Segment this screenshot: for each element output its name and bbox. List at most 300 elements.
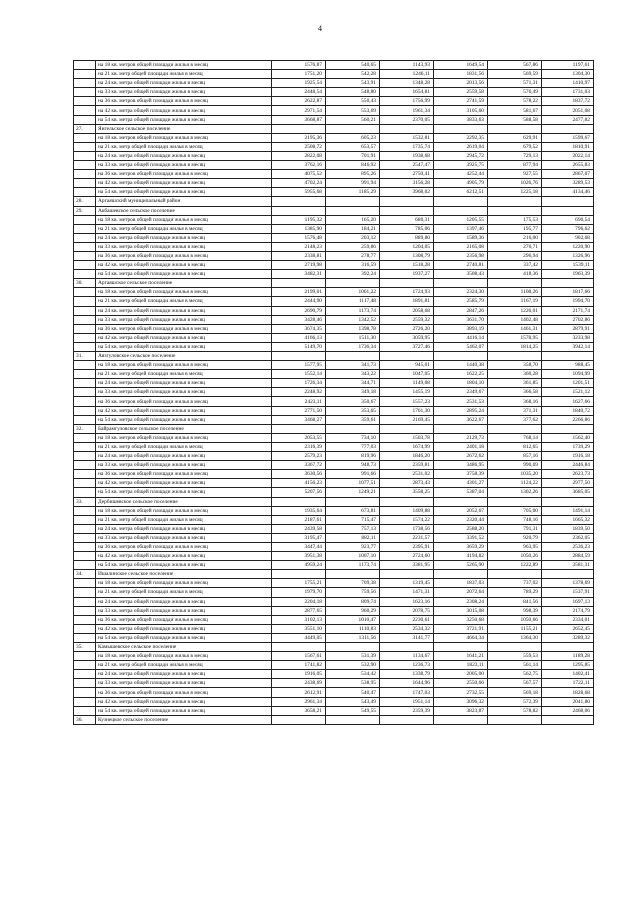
value-cell: 3096,32 bbox=[434, 697, 488, 706]
value-cell: 2316,39 bbox=[272, 442, 326, 451]
value-cell: 2320,44 bbox=[434, 515, 488, 524]
section-title: Аргаяшское сельское поселение bbox=[96, 279, 272, 288]
value-cell: 4166,13 bbox=[272, 333, 326, 342]
value-cell: 1938,68 bbox=[380, 151, 434, 160]
value-cell: 2165,08 bbox=[434, 242, 488, 251]
value-cell: 1077,51 bbox=[326, 479, 380, 488]
value-cell: 768,14 bbox=[488, 433, 542, 442]
empty-cell bbox=[434, 497, 488, 506]
value-cell: 927,55 bbox=[488, 170, 542, 179]
index-cell bbox=[74, 533, 96, 542]
value-cell: 1756,99 bbox=[380, 97, 434, 106]
empty-cell bbox=[542, 570, 594, 579]
value-cell: 175,53 bbox=[488, 215, 542, 224]
table-row bbox=[74, 688, 594, 697]
value-cell: 1047,05 bbox=[380, 370, 434, 379]
empty-cell bbox=[272, 424, 326, 433]
value-cell: 1837,72 bbox=[542, 97, 594, 106]
value-cell: 796,62 bbox=[542, 224, 594, 233]
table-row bbox=[74, 297, 594, 306]
empty-cell bbox=[488, 124, 542, 133]
index-cell bbox=[74, 415, 96, 424]
value-cell: 1385,90 bbox=[272, 224, 326, 233]
row-label: на 24 кв. метра общей площади жилья в месяц bbox=[96, 452, 272, 461]
value-cell: 1539,11 bbox=[542, 261, 594, 270]
table-row bbox=[74, 170, 594, 179]
value-cell: 3658,21 bbox=[272, 706, 326, 715]
value-cell: 789,29 bbox=[488, 588, 542, 597]
table-row bbox=[74, 706, 594, 715]
value-cell: 4156,23 bbox=[272, 479, 326, 488]
value-cell: 2041,80 bbox=[542, 697, 594, 706]
value-cell: 960,29 bbox=[326, 606, 380, 615]
value-cell: 2971,54 bbox=[272, 106, 326, 115]
index-cell bbox=[74, 142, 96, 151]
empty-cell bbox=[542, 643, 594, 652]
value-cell: 629,91 bbox=[488, 133, 542, 142]
table-row bbox=[74, 615, 594, 624]
value-cell: 3893,19 bbox=[434, 324, 488, 333]
value-cell: 2895,24 bbox=[434, 406, 488, 415]
value-cell: 4664,34 bbox=[434, 633, 488, 642]
value-cell: 1537,91 bbox=[542, 588, 594, 597]
value-cell: 1937,27 bbox=[380, 270, 434, 279]
value-cell: 3141,77 bbox=[380, 633, 434, 642]
row-label: на 21 кв. метр общей площади жилья в месяц bbox=[96, 661, 272, 670]
value-cell: 1302,26 bbox=[488, 488, 542, 497]
value-cell: 1010,47 bbox=[326, 615, 380, 624]
table-row bbox=[74, 561, 594, 570]
row-label: на 18 кв. метров общей площади жилья в месяц bbox=[96, 579, 272, 588]
value-cell: 2536,23 bbox=[542, 542, 594, 551]
value-cell: 963,95 bbox=[488, 542, 542, 551]
value-cell: 2877,65 bbox=[272, 606, 326, 615]
value-cell: 841,56 bbox=[488, 597, 542, 606]
table-row bbox=[74, 224, 594, 233]
value-cell: 1654,81 bbox=[380, 88, 434, 97]
section-row bbox=[74, 279, 594, 288]
value-cell: 353,65 bbox=[326, 406, 380, 415]
value-cell: 1726,34 bbox=[272, 379, 326, 388]
value-cell: 1338,79 bbox=[380, 670, 434, 679]
value-cell: 3156,28 bbox=[380, 179, 434, 188]
value-cell: 1173,74 bbox=[326, 306, 380, 315]
value-cell: 1471,31 bbox=[380, 588, 434, 597]
row-label: на 18 кв. метров общей площади жилья в месяц bbox=[96, 61, 272, 70]
empty-cell bbox=[272, 124, 326, 133]
row-label: на 36 кв. метров общей площади жилья в месяц bbox=[96, 324, 272, 333]
value-cell: 1222,89 bbox=[488, 561, 542, 570]
value-cell: 5955,68 bbox=[272, 188, 326, 197]
value-cell: 1205,55 bbox=[434, 215, 488, 224]
empty-cell bbox=[380, 206, 434, 215]
index-cell bbox=[74, 188, 96, 197]
empty-cell bbox=[272, 497, 326, 506]
value-cell: 2588,20 bbox=[434, 524, 488, 533]
section-title: Кузнецкое сельское поселение bbox=[96, 715, 272, 724]
index-cell bbox=[74, 224, 96, 233]
value-cell: 2334,01 bbox=[542, 615, 594, 624]
value-cell: 1925,54 bbox=[272, 79, 326, 88]
index-cell bbox=[74, 506, 96, 515]
table-row bbox=[74, 515, 594, 524]
value-cell: 2612,91 bbox=[272, 688, 326, 697]
value-cell: 3951,38 bbox=[272, 552, 326, 561]
value-cell: 2559,32 bbox=[380, 315, 434, 324]
empty-cell bbox=[380, 352, 434, 361]
index-cell bbox=[74, 115, 96, 124]
value-cell: 571,31 bbox=[488, 79, 542, 88]
empty-cell bbox=[434, 643, 488, 652]
empty-cell bbox=[380, 715, 434, 724]
value-cell: 3105,60 bbox=[434, 106, 488, 115]
value-cell: 1246,11 bbox=[380, 70, 434, 79]
index-cell bbox=[74, 297, 96, 306]
value-cell: 988,45 bbox=[542, 361, 594, 370]
table-row bbox=[74, 370, 594, 379]
value-cell: 4075,52 bbox=[272, 170, 326, 179]
value-cell: 2719,98 bbox=[272, 261, 326, 270]
index-cell bbox=[74, 624, 96, 633]
value-cell: 2338,81 bbox=[272, 251, 326, 260]
value-cell: 361,85 bbox=[488, 379, 542, 388]
row-label: на 33 кв. метра общей площади жилья в месяц bbox=[96, 606, 272, 615]
value-cell: 3015,08 bbox=[434, 606, 488, 615]
index-cell bbox=[74, 370, 96, 379]
value-cell: 709,38 bbox=[326, 579, 380, 588]
value-cell: 2395,91 bbox=[380, 542, 434, 551]
value-cell: 1402,41 bbox=[542, 670, 594, 679]
value-cell: 377,62 bbox=[488, 415, 542, 424]
value-cell: 588,58 bbox=[488, 115, 542, 124]
empty-cell bbox=[326, 124, 380, 133]
value-cell: 4301,27 bbox=[434, 479, 488, 488]
value-cell: 1342,52 bbox=[326, 315, 380, 324]
empty-cell bbox=[326, 206, 380, 215]
value-cell: 653,57 bbox=[326, 142, 380, 151]
index-cell bbox=[74, 606, 96, 615]
table-row bbox=[74, 379, 594, 388]
value-cell: 2655,83 bbox=[542, 161, 594, 170]
value-cell: 1108,26 bbox=[488, 288, 542, 297]
table-row bbox=[74, 61, 594, 70]
value-cell: 1724,93 bbox=[380, 288, 434, 297]
value-cell: 3551,10 bbox=[272, 624, 326, 633]
value-cell: 1348,28 bbox=[380, 79, 434, 88]
value-cell: 680,31 bbox=[380, 215, 434, 224]
value-cell: 3102,13 bbox=[272, 615, 326, 624]
value-cell: 748,16 bbox=[488, 515, 542, 524]
value-cell: 366,58 bbox=[488, 388, 542, 397]
value-cell: 3762,16 bbox=[272, 161, 326, 170]
empty-cell bbox=[272, 715, 326, 724]
row-label: на 21 кв. метр общей площади жилья в месяц bbox=[96, 70, 272, 79]
value-cell: 759,56 bbox=[326, 588, 380, 597]
value-cell: 3631,70 bbox=[434, 315, 488, 324]
table-row bbox=[74, 524, 594, 533]
value-cell: 673,81 bbox=[326, 506, 380, 515]
row-label: на 21 кв. метр общей площади жилья в месяц bbox=[96, 442, 272, 451]
value-cell: 1173,74 bbox=[326, 561, 380, 570]
value-cell: 3059,95 bbox=[380, 333, 434, 342]
value-cell: 3468,27 bbox=[272, 415, 326, 424]
value-cell: 2622,87 bbox=[272, 97, 326, 106]
row-label: на 54 кв. метра общей площади жилья в месяц bbox=[96, 706, 272, 715]
row-label: на 33 кв. метра общей площади жилья в месяц bbox=[96, 388, 272, 397]
value-cell: 3428,46 bbox=[272, 315, 326, 324]
value-cell: 2652,45 bbox=[542, 624, 594, 633]
value-cell: 1378,69 bbox=[542, 579, 594, 588]
value-cell: 1007,10 bbox=[326, 552, 380, 561]
value-cell: 1410,97 bbox=[542, 79, 594, 88]
value-cell: 2690,79 bbox=[272, 306, 326, 315]
value-cell: 1577,95 bbox=[272, 361, 326, 370]
index-cell bbox=[74, 515, 96, 524]
row-label: на 21 кв. метр общей площади жилья в месяц bbox=[96, 142, 272, 151]
value-cell: 3630,56 bbox=[272, 470, 326, 479]
index-cell bbox=[74, 488, 96, 497]
row-label: на 33 кв. метра общей площади жилья в месяц bbox=[96, 88, 272, 97]
value-cell: 418,36 bbox=[488, 270, 542, 279]
value-cell: 278,77 bbox=[326, 251, 380, 260]
value-cell: 2623,73 bbox=[542, 470, 594, 479]
row-label: на 54 кв. метра общей площади жилья в месяц bbox=[96, 115, 272, 124]
value-cell: 1741,82 bbox=[272, 661, 326, 670]
value-cell: 359,61 bbox=[326, 415, 380, 424]
empty-cell bbox=[272, 643, 326, 652]
table-row bbox=[74, 188, 594, 197]
value-cell: 3659,29 bbox=[434, 542, 488, 551]
value-cell: 705,00 bbox=[488, 506, 542, 515]
row-label: на 21 кв. метр общей площади жилья в месяц bbox=[96, 297, 272, 306]
section-index: 29. bbox=[74, 206, 96, 215]
value-cell: 358,70 bbox=[488, 361, 542, 370]
index-cell bbox=[74, 479, 96, 488]
value-cell: 296,94 bbox=[488, 251, 542, 260]
index-cell bbox=[74, 461, 96, 470]
value-cell: 2362,05 bbox=[542, 533, 594, 542]
empty-cell bbox=[326, 197, 380, 206]
table-row bbox=[74, 452, 594, 461]
value-cell: 392,24 bbox=[326, 270, 380, 279]
value-cell: 2359,39 bbox=[380, 706, 434, 715]
empty-cell bbox=[272, 206, 326, 215]
value-cell: 2867,07 bbox=[542, 170, 594, 179]
index-cell bbox=[74, 242, 96, 251]
row-label: на 24 кв. метра общей площади жилья в месяц bbox=[96, 306, 272, 315]
value-cell: 2448,54 bbox=[272, 88, 326, 97]
index-cell bbox=[74, 679, 96, 688]
section-title: Байрамгуловское сельское поселение bbox=[96, 424, 272, 433]
empty-cell bbox=[380, 497, 434, 506]
value-cell: 1951,14 bbox=[380, 697, 434, 706]
value-cell: 1061,22 bbox=[326, 288, 380, 297]
value-cell: 2444,90 bbox=[272, 297, 326, 306]
value-cell: 560,21 bbox=[326, 115, 380, 124]
value-cell: 1961,34 bbox=[380, 106, 434, 115]
value-cell: 569,18 bbox=[488, 688, 542, 697]
value-cell: 4449,05 bbox=[272, 633, 326, 642]
value-cell: 734,10 bbox=[326, 433, 380, 442]
value-cell: 1220,90 bbox=[542, 242, 594, 251]
value-cell: 2468,06 bbox=[542, 706, 594, 715]
value-cell: 1094,99 bbox=[542, 370, 594, 379]
value-cell: 337,42 bbox=[488, 261, 542, 270]
value-cell: 1831,56 bbox=[434, 70, 488, 79]
value-cell: 3486,95 bbox=[434, 461, 488, 470]
index-cell bbox=[74, 233, 96, 242]
value-cell: 1304,30 bbox=[542, 70, 594, 79]
value-cell: 543,49 bbox=[326, 697, 380, 706]
value-cell: 368,16 bbox=[488, 397, 542, 406]
empty-cell bbox=[326, 424, 380, 433]
section-index: 28. bbox=[74, 197, 96, 206]
value-cell: 2559,58 bbox=[434, 88, 488, 97]
index-cell bbox=[74, 524, 96, 533]
value-cell: 1738,56 bbox=[380, 524, 434, 533]
value-cell: 2740,81 bbox=[434, 261, 488, 270]
index-cell bbox=[74, 615, 96, 624]
value-cell: 1398,78 bbox=[326, 324, 380, 333]
value-cell: 572,39 bbox=[488, 697, 542, 706]
value-cell: 1623,16 bbox=[380, 597, 434, 606]
row-label: на 36 кв. метров общей площади жилья в месяц bbox=[96, 542, 272, 551]
value-cell: 1110,83 bbox=[326, 624, 380, 633]
value-cell: 991,66 bbox=[326, 470, 380, 479]
empty-cell bbox=[542, 424, 594, 433]
value-cell: 1674,99 bbox=[380, 442, 434, 451]
value-cell: 1409,88 bbox=[380, 506, 434, 515]
index-cell bbox=[74, 288, 96, 297]
empty-cell bbox=[434, 352, 488, 361]
table-row bbox=[74, 470, 594, 479]
value-cell: 1828,68 bbox=[542, 688, 594, 697]
section-index: 30. bbox=[74, 279, 96, 288]
row-label: на 33 кв. метра общей площади жилья в месяц bbox=[96, 679, 272, 688]
value-cell: 2058,68 bbox=[380, 306, 434, 315]
value-cell: 1735,74 bbox=[380, 142, 434, 151]
value-cell: 534,42 bbox=[326, 670, 380, 679]
value-cell: 2702,86 bbox=[542, 315, 594, 324]
value-cell: 1511,30 bbox=[326, 333, 380, 342]
value-cell: 4194,82 bbox=[434, 552, 488, 561]
index-cell bbox=[74, 215, 96, 224]
value-cell: 1935,64 bbox=[272, 506, 326, 515]
value-cell: 203,12 bbox=[326, 233, 380, 242]
section-title: Акбашевское сельское поселение bbox=[96, 206, 272, 215]
table-row bbox=[74, 442, 594, 451]
index-cell bbox=[74, 179, 96, 188]
value-cell: 1722,11 bbox=[542, 679, 594, 688]
table-row bbox=[74, 270, 594, 279]
value-cell: 757,13 bbox=[326, 524, 380, 533]
section-title: Камышевское сельское поселение bbox=[96, 643, 272, 652]
value-cell: 581,67 bbox=[488, 106, 542, 115]
row-label: на 36 кв. метров общей площади жилья в месяц bbox=[96, 170, 272, 179]
section-index: 32. bbox=[74, 424, 96, 433]
value-cell: 1364,30 bbox=[488, 633, 542, 642]
value-cell: 1736,34 bbox=[326, 342, 380, 351]
value-cell: 4702,24 bbox=[272, 179, 326, 188]
table-body bbox=[74, 61, 594, 725]
value-cell: 2771,50 bbox=[272, 406, 326, 415]
value-cell: 371,31 bbox=[488, 406, 542, 415]
table-row bbox=[74, 161, 594, 170]
value-cell: 3558,25 bbox=[380, 488, 434, 497]
index-cell bbox=[74, 433, 96, 442]
value-cell: 543,91 bbox=[326, 79, 380, 88]
value-cell: 4959,24 bbox=[272, 561, 326, 570]
index-cell bbox=[74, 388, 96, 397]
empty-cell bbox=[380, 124, 434, 133]
value-cell: 1576,87 bbox=[272, 61, 326, 70]
value-cell: 1195,32 bbox=[272, 215, 326, 224]
value-cell: 2248,92 bbox=[272, 388, 326, 397]
value-cell: 1532,81 bbox=[380, 133, 434, 142]
table-row bbox=[74, 97, 594, 106]
section-index: 27. bbox=[74, 124, 96, 133]
value-cell: 1644,96 bbox=[380, 679, 434, 688]
value-cell: 809,74 bbox=[326, 597, 380, 606]
value-cell: 991,94 bbox=[326, 179, 380, 188]
table-row bbox=[74, 79, 594, 88]
row-label: на 42 кв. метра общей площади жилья в месяц bbox=[96, 106, 272, 115]
index-cell bbox=[74, 161, 96, 170]
row-label: на 24 кв. метра общей площади жилья в месяц bbox=[96, 524, 272, 533]
section-row bbox=[74, 715, 594, 724]
empty-cell bbox=[272, 279, 326, 288]
table-row bbox=[74, 533, 594, 542]
empty-cell bbox=[272, 352, 326, 361]
value-cell: 2356,98 bbox=[434, 251, 488, 260]
value-cell: 1804,10 bbox=[434, 379, 488, 388]
empty-cell bbox=[434, 715, 488, 724]
index-cell bbox=[74, 406, 96, 415]
table-row bbox=[74, 461, 594, 470]
value-cell: 6212,51 bbox=[434, 188, 488, 197]
value-cell: 3674,35 bbox=[272, 324, 326, 333]
empty-cell bbox=[380, 279, 434, 288]
empty-cell bbox=[542, 197, 594, 206]
empty-cell bbox=[542, 715, 594, 724]
table-row bbox=[74, 542, 594, 551]
value-cell: 2531,53 bbox=[434, 397, 488, 406]
value-cell: 945,01 bbox=[380, 361, 434, 370]
row-label: на 54 кв. метра общей площади жилья в месяц bbox=[96, 270, 272, 279]
value-cell: 3668,87 bbox=[272, 115, 326, 124]
value-cell: 559,53 bbox=[488, 652, 542, 661]
empty-cell bbox=[542, 352, 594, 361]
index-cell bbox=[74, 652, 96, 661]
value-cell: 1440,38 bbox=[434, 361, 488, 370]
section-title: Дербишевское сельское поселение bbox=[96, 497, 272, 506]
value-cell: 1994,70 bbox=[542, 297, 594, 306]
table-row bbox=[74, 433, 594, 442]
value-cell: 1567,61 bbox=[272, 652, 326, 661]
table-row bbox=[74, 624, 594, 633]
row-label: на 18 кв. метров общей площади жилья в месяц bbox=[96, 133, 272, 142]
index-cell bbox=[74, 170, 96, 179]
value-cell: 3758,39 bbox=[434, 470, 488, 479]
table-row bbox=[74, 115, 594, 124]
value-cell: 1823,11 bbox=[434, 661, 488, 670]
value-cell: 920,79 bbox=[488, 533, 542, 542]
table-row bbox=[74, 88, 594, 97]
row-label: на 42 кв. метра общей площади жилья в месяц bbox=[96, 479, 272, 488]
value-cell: 1050,26 bbox=[488, 552, 542, 561]
value-cell: 5265,90 bbox=[434, 561, 488, 570]
index-cell bbox=[74, 88, 96, 97]
